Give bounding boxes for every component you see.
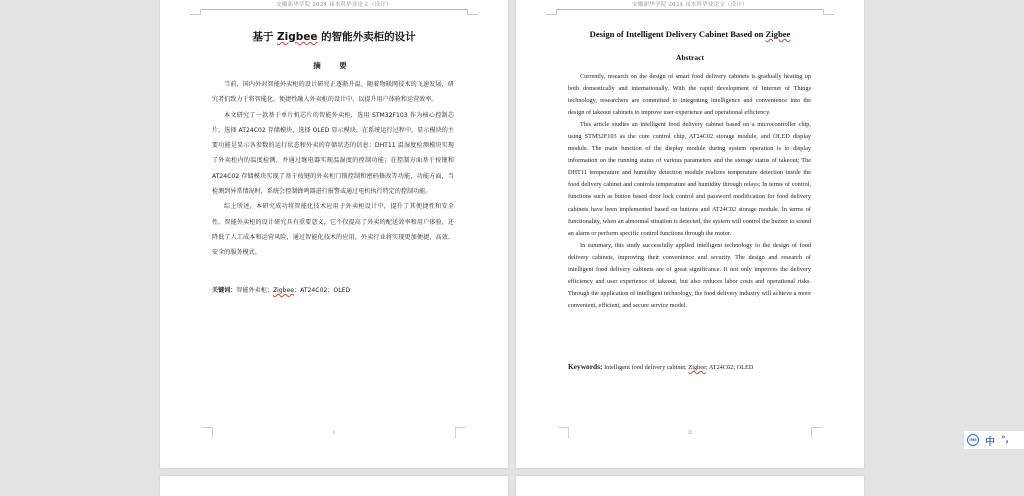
- abstract-heading: 摘 要: [313, 61, 355, 70]
- abstract-paragraph[interactable]: 综上所述，本研究成功将智能化技术应用于外卖柜设计中，提升了其便捷性和安全性。智能外卖柜的设计研究具有重要意义，它不仅提高了外卖的配送效率和用户体验，还降低了人工成本和运营风险，通过智能化技术的应用，外卖行业将实现更加便捷、高效、安全的服务模式。: [212, 203, 454, 257]
- abstract-paragraph[interactable]: 当前，国内外对智能外卖柜的设计研究正逐渐升温，随着物联网技术的飞速发展，研究者们致力于将智能化、便捷性融入外卖柜的设计中，以提升用户体验和运营效率。: [212, 81, 454, 104]
- keywords-line[interactable]: Keywords: Intelligent food delivery cabinet; Zigbee; AT24C02; OLED: [568, 362, 754, 371]
- page-header: 安徽新华学院 2024 届本科毕业论文（设计）: [632, 2, 748, 8]
- spellcheck-word[interactable]: Zigbee: [688, 364, 706, 371]
- document-page-3: [160, 476, 508, 496]
- document-title: 基于 Zigbee 的智能外卖柜的设计: [252, 31, 416, 43]
- margin-corner-mark: [467, 9, 478, 15]
- abstract-paragraph[interactable]: This article studies an intelligent food delivery cabinet based on a microcontroller chip, using STM32F103 as the core control chip, AT24C02 storage module, and OLED display module. The main function of the display module during system operation is to display information on the running status of various parameters and the storage status of takeout; The DHT11 temperature and humidity detection module realizes temperature detection inside the food delivery cabinet and controls temperature and humidity through relays; In terms of control, functions such as button based door lock control and password modification for food delivery cabinets have been implemented based on buttons and AT24C02 storage module. In terms of functionality, when an abnormal situation is detected, the system will control the buzzer to sound an alarm or perform specific control functions through the motor.: [568, 121, 811, 237]
- spellcheck-word[interactable]: Zigbee: [272, 287, 295, 294]
- ime-language-toggle[interactable]: 中: [985, 436, 995, 448]
- document-page-2: [516, 0, 864, 468]
- margin-corner-mark: [823, 9, 834, 15]
- page-number: II: [688, 430, 692, 436]
- abstract-paragraph[interactable]: Currently, research on the design of smart food delivery cabinets is gradually heating up both domestically and internationally. With the rapid development of Internet of Things technology, researchers are committed to integrating intelligence and convenience into the design of takeout cabinets to improve user experience and operational efficiency.: [568, 73, 811, 117]
- page-header: 安徽新华学院 2024 届本科毕业论文（设计）: [276, 2, 392, 8]
- ime-punctuation-toggle-icon[interactable]: °,: [1001, 435, 1009, 445]
- spellcheck-word[interactable]: Zigbee: [277, 31, 318, 43]
- keywords-line[interactable]: 关键词：智能外卖柜；Zigbee；AT24C02；OLED: [212, 287, 351, 294]
- abstract-paragraph[interactable]: 本文研究了一款基于单片机芯片的智能外卖柜，选用 STM32F103 作为核心控制芯片，选择 AT24C02 存储模块，选择 OLED 显示模块，在系统运行过程中，显示模块的主要功能是显示各参数的运行状态和外卖的存储状态的信息；DHT11 温湿度检测模块实现了外卖柜内的温度检测，并通过继电器实现温湿度的控制功能；在控制方面基于按键和 AT24C02 存储模块实现了基于按键的外卖柜门锁控制和密码修改等功能，功能方面，当检测到异常情况时，系统会控制蜂鸣器进行报警或通过电机执行特定的控制功能。: [212, 111, 454, 196]
- header-rule: [200, 9, 468, 10]
- spellcheck-word[interactable]: Zigbee: [765, 29, 791, 39]
- ime-toolbar[interactable]: [964, 431, 1024, 449]
- keywords-label: 关键词：: [212, 287, 237, 294]
- document-title: Design of Intelligent Delivery Cabinet Based on Zigbee: [589, 29, 791, 39]
- abstract-body[interactable]: [212, 77, 454, 261]
- document-page-1: [160, 0, 508, 468]
- document-page-4: [516, 476, 864, 496]
- margin-corner-mark: [190, 9, 201, 15]
- header-rule: [556, 9, 824, 10]
- ime-logo-icon[interactable]: IME: [967, 434, 979, 446]
- abstract-body[interactable]: [568, 71, 811, 312]
- abstract-paragraph[interactable]: In summary, this study successfully applied intelligent technology to the design of food delivery cabinets, improving their convenience and security. The design and research of intelligent food delivery cabinets are of great significance. It not only improves the delivery efficiency and user experience of takeout, but also reduces labor costs and operational risks. Through the application of intelligent technology, the food delivery industry will achieve a more convenient, efficient, and secure service model.: [568, 241, 811, 309]
- keywords-label: Keywords:: [568, 362, 603, 371]
- abstract-heading: Abstract: [676, 53, 704, 62]
- page-number: I: [333, 430, 335, 436]
- margin-corner-mark: [546, 9, 557, 15]
